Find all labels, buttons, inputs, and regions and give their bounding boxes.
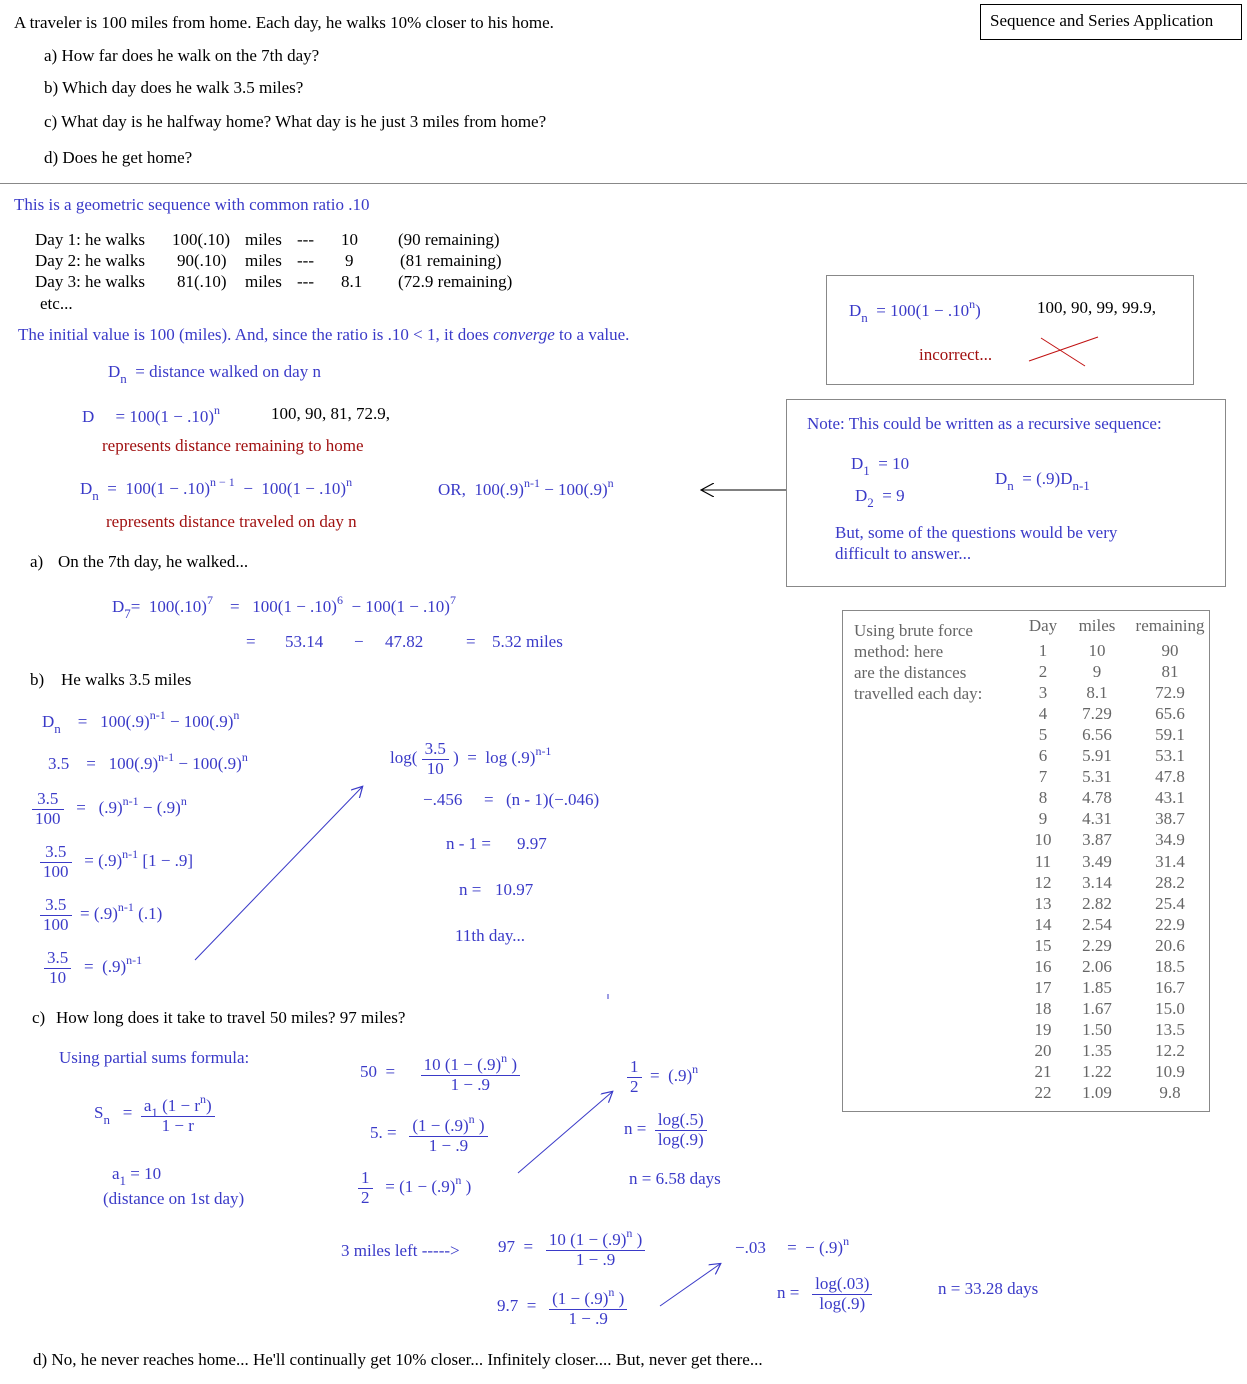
brute-cell-remaining: 22.9 — [1155, 914, 1185, 934]
part-b-step-6: $\frac{3.5}{10}$ = $(.9)^{n-1}$ — [44, 949, 142, 987]
brute-cell-miles: 2.54 — [1082, 914, 1112, 934]
a1-note: (distance on 1st day) — [103, 1189, 245, 1208]
partial-sums-label: Using partial sums formula: — [59, 1048, 250, 1067]
day-2-remaining: (81 remaining) — [400, 251, 502, 270]
brute-cell-miles: 1.35 — [1082, 1040, 1112, 1060]
brute-cell-miles: 6.56 — [1082, 725, 1112, 745]
part-c-003-result: n = 33.28 days — [938, 1279, 1039, 1298]
brute-header-day: Day — [1028, 616, 1058, 635]
note-d1-value: = 10 — [878, 454, 910, 473]
incorrect-x-1 — [1029, 337, 1098, 361]
geometric-statement: This is a geometric sequence with common ratio .10 — [14, 195, 370, 214]
brute-cell-miles: 3.49 — [1082, 851, 1112, 871]
note-d1: $D_1 = 10$ — [851, 454, 910, 478]
day-2-value: 9 — [345, 251, 354, 270]
incorrect-x-2 — [1041, 338, 1085, 366]
day-1-remaining: (90 remaining) — [398, 230, 500, 249]
part-b-log-2: (n - 1)(−.046) — [506, 790, 600, 809]
part-a-eq2: = — [466, 632, 476, 651]
brute-cell-remaining: 53.1 — [1155, 746, 1185, 766]
brute-cell-remaining: 47.8 — [1155, 767, 1185, 787]
partial-sums-formula: $S_n$ = $\frac{a_1 (1 - r^n)}{1 - r}$ — [94, 1093, 215, 1135]
part-b-log-eq: = — [484, 790, 494, 809]
brute-cell-remaining: 10.9 — [1155, 1062, 1185, 1081]
brute-desc-3: are the distances — [854, 663, 967, 682]
page-title: Sequence and Series Application — [990, 11, 1214, 30]
note-footer-1: But, some of the questions would be very — [835, 523, 1118, 542]
a1-value-text: = 10 — [130, 1164, 162, 1183]
brute-cell-miles: 1.09 — [1082, 1083, 1112, 1103]
day-1-expr: 100(.10) — [172, 230, 231, 249]
brute-cell-miles: 3.14 — [1082, 872, 1112, 892]
part-a-minus: − — [354, 632, 364, 651]
brute-cell-remaining: 25.4 — [1155, 893, 1185, 913]
traveled-note: represents distance traveled on day n — [106, 512, 357, 531]
part-a-result: 5.32 miles — [492, 632, 563, 651]
brute-header-miles: miles — [1078, 616, 1116, 635]
dn-definition-text: = distance walked on day n — [135, 362, 321, 381]
part-c-half-result: n = 6.58 days — [629, 1169, 721, 1188]
part-b-step-4: $\frac{3.5}{100}$ = $(.9)^{n-1}$ [1 − .9] — [40, 843, 193, 881]
incorrect-label: incorrect... — [919, 345, 993, 364]
brute-cell-day: 1 — [1038, 641, 1048, 660]
brute-cell-day: 14 — [1034, 914, 1052, 934]
brute-cell-day: 15 — [1034, 935, 1052, 955]
brute-cell-miles: 3.87 — [1082, 830, 1112, 850]
part-b-nminus1: n - 1 = — [446, 834, 491, 853]
brute-cell-miles: 1.22 — [1082, 1062, 1112, 1081]
brute-cell-miles: 1.85 — [1082, 977, 1112, 997]
brute-cell-day: 13 — [1034, 893, 1052, 913]
brute-desc-1: Using brute force — [854, 621, 973, 640]
brute-cell-miles: 5.31 — [1082, 767, 1112, 787]
brute-cell-remaining: 18.5 — [1155, 956, 1185, 976]
brute-cell-day: 17 — [1034, 977, 1052, 997]
brute-cell-remaining: 16.7 — [1155, 977, 1185, 997]
question-b: b) Which day does he walk 3.5 miles? — [44, 78, 304, 97]
brute-cell-remaining: 28.2 — [1155, 872, 1185, 892]
day-2-expr: 90(.10) — [177, 251, 227, 270]
part-a-value-2: 47.82 — [385, 632, 424, 651]
part-b-day: 11th day... — [455, 926, 526, 945]
part-b-step-5: $\frac{3.5}{100}$ = $(.9)^{n-1}$ (.1) — [40, 896, 162, 934]
brute-cell-remaining: 34.9 — [1155, 830, 1185, 850]
brute-cell-miles: 1.67 — [1082, 998, 1112, 1018]
part-c-half-eq: $\frac{1}{2}$ = $(.9)^n$ — [627, 1058, 698, 1096]
brute-cell-day: 21 — [1034, 1062, 1052, 1081]
brute-cell-remaining: 12.2 — [1155, 1040, 1185, 1060]
brute-cell-day: 2 — [1038, 662, 1048, 682]
remaining-formula: D = $100(1 - .10)^n$ — [82, 403, 221, 426]
brute-cell-day: 10 — [1034, 830, 1052, 850]
question-d: d) Does he get home? — [44, 148, 193, 167]
part-b-text: He walks 3.5 miles — [61, 670, 192, 689]
day-2-dash: --- — [297, 251, 314, 270]
brute-cell-miles: 10 — [1088, 641, 1106, 660]
brute-cell-day: 8 — [1038, 788, 1048, 808]
brute-cell-remaining: 65.6 — [1155, 704, 1185, 724]
brute-cell-day: 9 — [1038, 809, 1048, 829]
part-c-step-2: 5. = $\frac{(1 - (.9)^n )}{1 - .9}$ — [370, 1113, 488, 1155]
note-recursive: $D_n = (.9)D_{n-1}$ — [995, 469, 1090, 493]
brute-header-remaining: remaining — [1135, 616, 1205, 635]
part-c-step-97: 97 = $\frac{10 (1 - (.9)^n )}{1 - .9}$ — [498, 1227, 645, 1269]
initial-pre: The initial value is 100 (miles). And, since the ratio is .10 < 1, it does — [18, 325, 494, 344]
problem-statement: A traveler is 100 miles from home. Each day, he walks 10% closer to his home. — [14, 13, 554, 32]
part-b-label: b) — [30, 670, 45, 689]
brute-cell-remaining: 13.5 — [1155, 1019, 1185, 1039]
remaining-note: represents distance remaining to home — [102, 436, 364, 455]
note-d2-value: = 9 — [882, 486, 905, 505]
three-miles-label: 3 miles left -----> — [341, 1241, 460, 1260]
day-3-value: 8.1 — [341, 272, 363, 291]
day-3-label: Day 3: he walks — [35, 272, 146, 291]
brute-cell-remaining: 38.7 — [1155, 809, 1185, 829]
traveled-formula: $D_n = 100(1 - .10)^{n - 1} - 100(1 - .10)^n$ — [80, 475, 353, 503]
note-footer-2: difficult to answer... — [835, 544, 972, 563]
day-1-label: Day 1: he walks — [35, 230, 146, 249]
initial-post: to a value. — [554, 325, 630, 344]
question-a: a) How far does he walk on the 7th day? — [44, 46, 320, 65]
part-a-text: On the 7th day, he walked... — [58, 552, 249, 571]
brute-cell-miles: 2.29 — [1082, 935, 1112, 955]
brute-cell-day: 18 — [1034, 998, 1052, 1018]
brute-cell-remaining: 72.9 — [1155, 683, 1185, 703]
brute-cell-day: 22 — [1034, 1083, 1052, 1103]
brute-cell-day: 5 — [1038, 725, 1048, 745]
traveled-formula-alt: OR, $100(.9)^{n-1} - 100(.9)^n$ — [438, 476, 614, 499]
brute-cell-day: 16 — [1034, 956, 1052, 976]
brute-cell-remaining: 43.1 — [1155, 788, 1185, 808]
brute-cell-remaining: 81 — [1161, 662, 1179, 682]
a1-value: $a_1 = 10$ — [112, 1164, 162, 1188]
part-c-step-1: 50 = $\frac{10 (1 - (.9)^n )}{1 - .9}$ — [360, 1052, 520, 1094]
part-c-arrow-1 — [518, 1092, 612, 1173]
part-b-step-1: $D_n$ = $100(.9)^{n-1} - 100(.9)^n$ — [42, 708, 240, 736]
dn-definition: $D_n$ = distance walked on day n — [108, 362, 321, 386]
brute-cell-miles: 4.78 — [1082, 788, 1112, 808]
day-3-remaining: (72.9 remaining) — [398, 272, 513, 291]
brute-cell-miles: 2.82 — [1082, 893, 1112, 913]
brute-cell-day: 7 — [1038, 767, 1048, 787]
part-b-n: n = — [459, 880, 482, 899]
part-c-003-eq: −.03 = − $(.9)^n$ — [735, 1234, 850, 1257]
part-b-step-3: $\frac{3.5}{100}$ = $(.9)^{n-1} - (.9)^n$ — [32, 790, 187, 828]
note-title: Note: This could be written as a recursive sequence: — [807, 414, 1162, 433]
brute-cell-miles: 7.29 — [1082, 704, 1112, 724]
brute-cell-remaining: 9.8 — [1159, 1083, 1181, 1103]
part-a-value-1: 53.14 — [285, 632, 324, 651]
part-a-label: a) — [30, 552, 44, 571]
brute-cell-day: 12 — [1034, 872, 1052, 892]
remaining-sequence: 100, 90, 81, 72.9, — [271, 404, 390, 423]
part-b-nminus1-value: 9.97 — [517, 834, 547, 853]
brute-cell-miles: 9 — [1092, 662, 1102, 682]
part-d-text: d) No, he never reaches home... He'll continually get 10% closer... Infinitely closer.... But, never get there... — [33, 1350, 763, 1369]
question-c: c) What day is he halfway home? What day is he just 3 miles from home? — [44, 112, 547, 131]
part-b-log-step: log( $\frac{3.5}{10}$ ) = $\log (.9)^{n-1}$ — [390, 739, 552, 778]
etc-label: etc... — [40, 294, 73, 313]
brute-cell-day: 19 — [1034, 1019, 1052, 1039]
brute-cell-day: 11 — [1034, 851, 1052, 871]
day-1-value: 10 — [341, 230, 358, 249]
brute-cell-remaining: 90 — [1161, 641, 1179, 660]
day-2-unit: miles — [245, 251, 282, 270]
day-1-unit: miles — [245, 230, 282, 249]
brute-cell-miles: 5.91 — [1082, 746, 1112, 766]
brute-cell-miles: 2.06 — [1082, 956, 1112, 976]
part-c-arrow-2 — [660, 1264, 720, 1306]
day-3-unit: miles — [245, 272, 282, 291]
part-a-formula: $D_7= 100(.10)^7$ = $100(1 - .10)^6 - 100(1 - .10)^7$ — [112, 593, 456, 621]
part-b-n-value: 10.97 — [495, 880, 534, 899]
incorrect-formula: $D_n = 100(1 - .10^n)$ — [849, 297, 981, 325]
brute-cell-miles: 8.1 — [1086, 683, 1108, 703]
note-d2: $D_2 = 9$ — [855, 486, 905, 510]
part-c-text: How long does it take to travel 50 miles? 97 miles? — [56, 1008, 406, 1027]
day-2-label: Day 2: he walks — [35, 251, 146, 270]
day-3-expr: 81(.10) — [177, 272, 227, 291]
brute-cell-miles: 4.31 — [1082, 809, 1112, 829]
brute-cell-remaining: 20.6 — [1155, 935, 1185, 955]
part-c-step-3: $\frac{1}{2}$ = ($1 - (.9)^n$ ) — [358, 1169, 471, 1207]
or-label: OR, — [438, 480, 466, 499]
part-c-label: c) — [32, 1008, 46, 1027]
part-c-003-log: n = $\frac{\log(.03)}{\log(.9)}$ — [777, 1275, 872, 1313]
brute-cell-remaining: 59.1 — [1155, 725, 1185, 745]
brute-cell-miles: 1.50 — [1082, 1019, 1112, 1039]
part-c-step-97b: 9.7 = $\frac{(1 - (.9)^n )}{1 - .9}$ — [497, 1286, 627, 1328]
brute-cell-remaining: 15.0 — [1155, 998, 1185, 1018]
brute-cell-day: 6 — [1038, 746, 1048, 766]
brute-desc-4: travelled each day: — [854, 684, 983, 703]
brute-desc-2: method: here — [854, 642, 944, 661]
incorrect-sequence: 100, 90, 99, 99.9, — [1037, 298, 1156, 317]
initial-em: converge — [493, 325, 555, 344]
part-c-half-log: n = $\frac{\log(.5)}{\log(.9)}$ — [624, 1111, 707, 1149]
part-b-log-1: −.456 — [423, 790, 463, 809]
part-a-eq1: = — [246, 632, 256, 651]
part-b-arrow — [195, 787, 362, 960]
day-1-dash: --- — [297, 230, 314, 249]
brute-cell-day: 3 — [1038, 683, 1048, 703]
brute-cell-remaining: 31.4 — [1155, 851, 1185, 871]
day-3-dash: --- — [297, 272, 314, 291]
part-b-step-2: 3.5 = $100(.9)^{n-1} - 100(.9)^n$ — [48, 750, 248, 773]
brute-cell-day: 4 — [1038, 704, 1048, 724]
brute-cell-day: 20 — [1034, 1040, 1052, 1060]
